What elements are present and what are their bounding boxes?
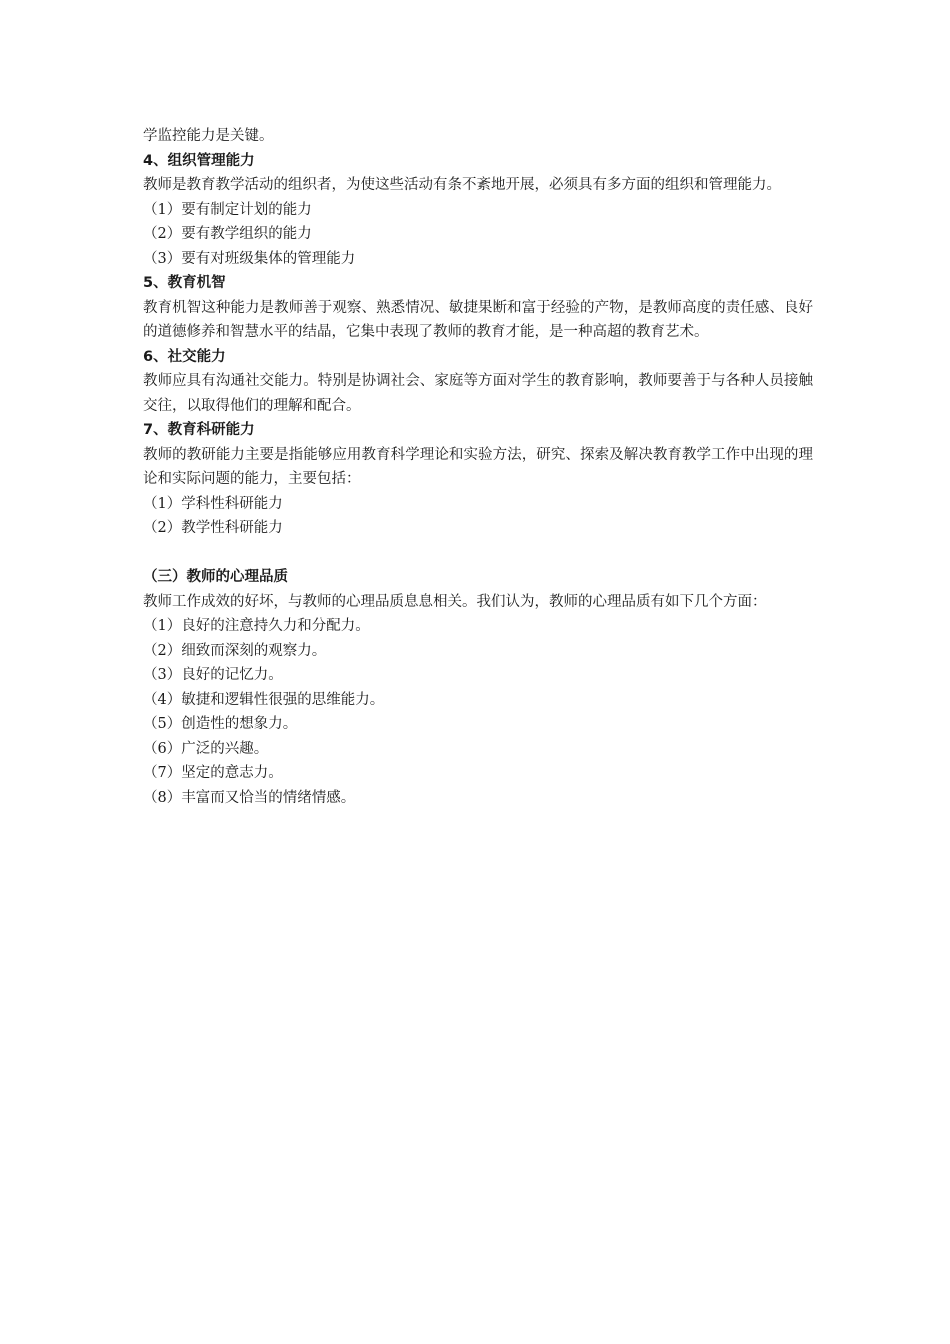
section-6-paragraph: 教师应具有沟通社交能力。特别是协调社会、家庭等方面对学生的教育影响，教师要善于与各种人员接触交往，以取得他们的理解和配合。 <box>143 373 813 414</box>
part-3-item-3: （3）良好的记忆力。 <box>143 667 283 683</box>
section-7-item-1: （1）学科性科研能力 <box>143 495 283 512</box>
part-3-item-6: （6）广泛的兴趣。 <box>143 740 269 757</box>
blank-line <box>143 541 813 566</box>
part-3-heading: （三）教师的心理品质 <box>143 569 288 585</box>
part-3-item-7: （7）坚定的意志力。 <box>143 765 283 781</box>
section-4-heading: 4、组织管理能力 <box>143 152 255 169</box>
part-3-item-2: （2）细致而深刻的观察力。 <box>143 642 327 659</box>
part-3-item-4: （4）敏捷和逻辑性很强的思维能力。 <box>143 691 385 708</box>
section-7-paragraph: 教师的教研能力主要是指能够应用教育科学理论和实验方法，研究、探索及解决教育教学工作中出现的理论和实际问题的能力，主要包括： <box>143 446 813 487</box>
section-4-item-1: （1）要有制定计划的能力 <box>143 201 312 218</box>
section-6-heading: 6、社交能力 <box>143 348 226 365</box>
section-5-paragraph: 教育机智这种能力是教师善于观察、熟悉情况、敏捷果断和富于经验的产物，是教师高度的责任感、良好的道德修养和智慧水平的结晶，它集中表现了教师的教育才能，是一种高超的教育艺术。 <box>143 299 813 340</box>
part-3-item-1: （1）良好的注意持久力和分配力。 <box>143 618 370 634</box>
section-4-item-3: （3）要有对班级集体的管理能力 <box>143 250 356 267</box>
section-7-heading: 7、教育科研能力 <box>143 422 255 438</box>
part-3-item-5: （5）创造性的想象力。 <box>143 716 298 732</box>
section-5-heading: 5、教育机智 <box>143 275 226 291</box>
document-page <box>143 124 813 810</box>
section-4-paragraph: 教师是教育教学活动的组织者，为使这些活动有条不紊地开展，必须具有多方面的组织和管理能力。 <box>143 177 781 193</box>
part-3-paragraph: 教师工作成效的好坏，与教师的心理品质息息相关。我们认为，教师的心理品质有如下几个方面： <box>143 593 767 610</box>
section-7-item-2: （2）教学性科研能力 <box>143 520 283 536</box>
section-4-item-2: （2）要有教学组织的能力 <box>143 226 312 242</box>
intro-tail-text: 学监控能力是关键。 <box>143 128 274 144</box>
part-3-item-8: （8）丰富而又恰当的情绪情感。 <box>143 789 356 806</box>
